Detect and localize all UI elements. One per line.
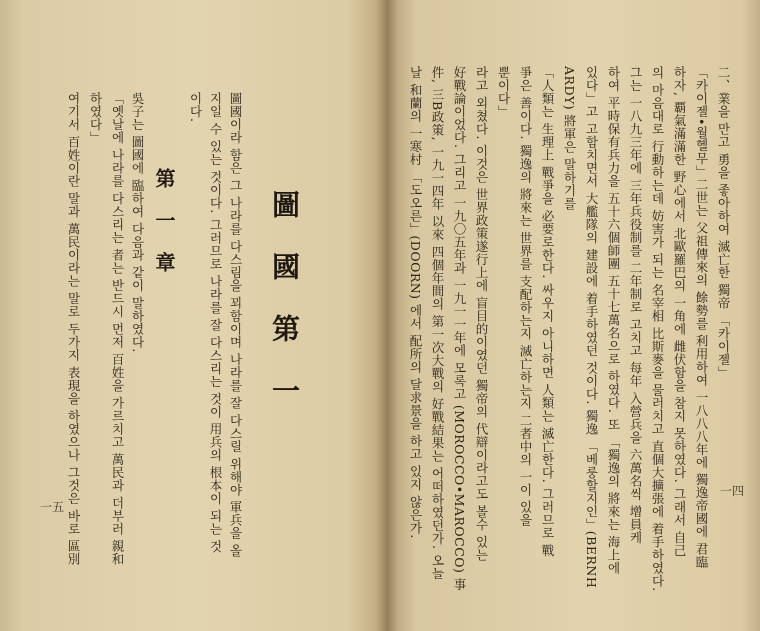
text-line-1: 二、業을 만고 勇을 좋아하여 滅亡한 獨帝 「카이젤」 [716, 66, 731, 379]
page-title: 圖國第一 [268, 190, 301, 438]
text-line-8: ARDY) 將軍은 말하기를 [562, 66, 577, 211]
right-page [386, 0, 760, 631]
text-line-14: 件, 三B政策, 一九一四年 以來 四個年間의 第一次大戰의 好戰結果는 어떠하였던가. 오늘 [430, 66, 445, 580]
intro-line-3: 이다. [188, 92, 203, 123]
text-line-5: 그는 一八九三年에 三年兵役制를 二年制로 고치고 每年 入營兵을 六萬名씩 增員케 [628, 66, 643, 544]
text-line-11: 뿐이다」 [496, 66, 511, 118]
chapter-line-2: 「옛날에 나라를 다스리는 者는 반드시 먼저 百姓을 가르치고 萬民과 더부러 親和 [110, 92, 125, 566]
text-line-7: 있다」고 고함치면서 大艦隊의 建設에 着手하였던 것이다. 獨逸 「베룽할지인」(BERNH [584, 66, 599, 589]
text-line-15: 날 和蘭의 一寒村 「도오른」(DOORN) 에서 配所의 달求景을 하고 있지 않은가. [408, 66, 423, 539]
chapter-line-1: 吳子는 圖國에 臨하여 다음과 같이 말하였다. [130, 92, 145, 353]
chapter-heading: 第一章 [152, 168, 176, 294]
page-number-left: 一五 [40, 500, 65, 514]
chapter-line-4: 여기서 百姓이란 말과 萬民이라는 말로 두가지 表現을 하였으나 그것은 바로 區別 [66, 92, 81, 566]
chapter-line-3: 하였다」 [88, 92, 103, 144]
text-line-2: 「카이젤•월헬무」二世는 父祖傳來의 餘勢를 利用하여 一八八八年에 獨逸帝國에 君臨 [694, 66, 709, 569]
text-line-6: 하여 平時保有兵力을 五十六個師團 五十七萬名으로 하였다. 또 「獨逸의 將來는 海上에 [606, 66, 621, 575]
text-line-13: 好戰論이었다. 그리고 一九〇五年과 一九一一年에 모록고 (MOROCCO•MAROCCO) 事 [452, 66, 467, 591]
book-gutter [376, 0, 398, 631]
intro-line-2: 지일 수 있는 것이다. 그러므로 나라를 잘 다스리는 것이 用兵의 根本이 되는 것 [208, 92, 223, 554]
page-number-right: 一四 [720, 484, 745, 498]
text-line-12: 라고 외쳤다. 이것은 世界政策遂行上에 盲目的이였던 獨帝의 代辯이라고도 볼수 있는 [474, 66, 489, 562]
text-line-4: 의 마음대로 行動하는데 妨害가 되는 名宰相 比斯麥을 물러치고 直個大擴張에 着手하였다. [650, 66, 665, 592]
intro-line-1: 圖國이라 함은 그 나라를 다스림을 꾀함이며 나라를 잘 다스릴 위해야 軍兵을 올 [228, 92, 243, 558]
text-line-10: 爭은 善이다. 獨逸의 將來는 世界를 支配하는지 滅亡하는지 二者中의 一이 있을 [518, 66, 533, 527]
text-line-9: 「人類는 生理上 戰爭을 必要로한다. 싸우지 아니하면 人類는 滅亡한다. 그러므로 戰 [540, 66, 555, 558]
text-line-3: 하자, 覇氣滿滿한 野心에서 北歐羅巴의 一角에 雌伏함을 참지 못하였다. 그래서 自己 [672, 66, 687, 558]
